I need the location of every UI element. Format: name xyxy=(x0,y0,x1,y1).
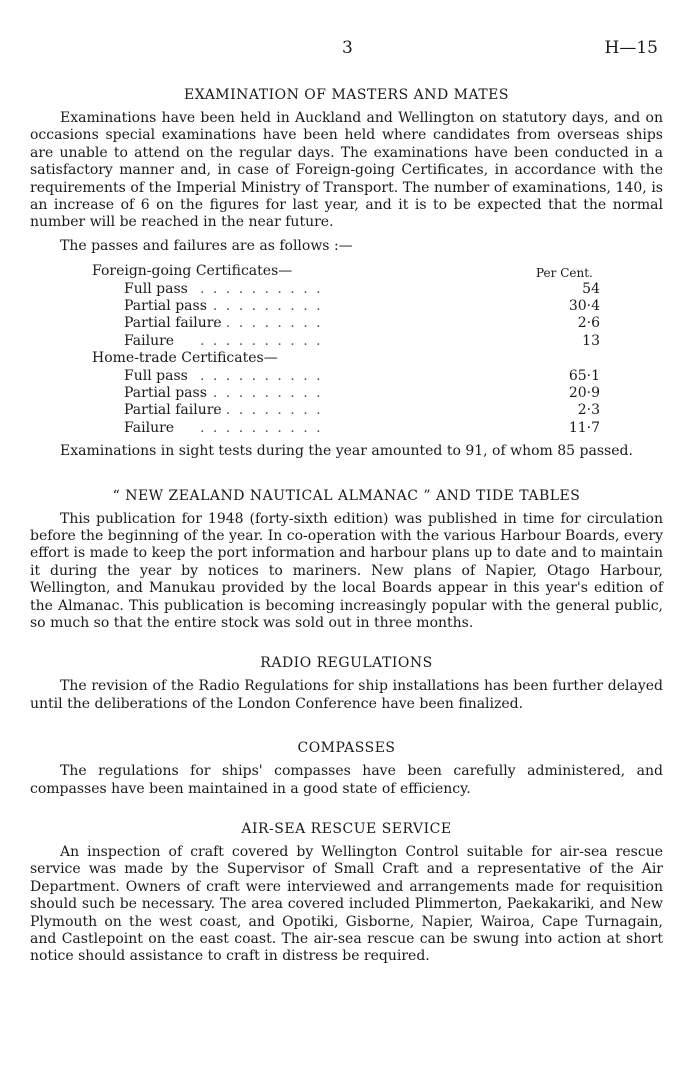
section-heading: AIR-SEA RESCUE SERVICE xyxy=(241,821,452,838)
section-heading: COMPASSES xyxy=(297,740,396,757)
paragraph: Examinations in sight tests during the year amounted to 91, of whom 85 passed. xyxy=(60,443,633,460)
section-heading: RADIO REGULATIONS xyxy=(260,655,433,672)
section-radio xyxy=(30,654,663,713)
section-heading: EXAMINATION OF MASTERS AND MATES xyxy=(184,87,509,103)
table-row xyxy=(30,281,663,298)
row-label: Partial failure xyxy=(124,402,222,419)
table-intro: The passes and failures are as follows :— xyxy=(60,237,353,254)
table-row xyxy=(30,402,663,419)
dot-leaders: . . . . . . . . . . xyxy=(200,332,323,349)
row-label: Full pass xyxy=(124,367,188,384)
row-label: Failure xyxy=(124,332,175,349)
document-reference: H—15 xyxy=(604,38,658,58)
section-air-sea-rescue xyxy=(30,820,663,966)
row-label: Partial pass xyxy=(124,384,207,401)
table-row xyxy=(30,298,663,315)
page-content xyxy=(30,86,663,966)
paragraph: The revision of the Radio Regulations for ship installations has been further delayed until the deliberations of the London Conference have been finalized. xyxy=(30,678,663,712)
table-row xyxy=(30,385,663,402)
dot-leaders: . . . . . . . . . . xyxy=(200,280,323,297)
page-number: 3 xyxy=(342,38,353,58)
section-almanac xyxy=(30,487,663,633)
pass-fail-table xyxy=(30,263,663,437)
paragraph: This publication for 1948 (forty-sixth edition) was published in time for circulation before the beginning of the year. In co-operation with the various Harbour Boards, every effort is made to keep the port information and harbour plans up to date and to maintain it during the year by notices to mariners. New plans of Napier, Otago Harbour, Wellington, and Manukau provided by the local Boards appear in this year's edition of the Almanac. This publication is becoming increasingly popular with the general public, so much so that the entire stock was sold out in three months. xyxy=(30,510,663,631)
table-row xyxy=(30,420,663,437)
group-label-foreign: Foreign-going Certificates— xyxy=(92,263,293,280)
row-percent: 65·1 xyxy=(568,367,600,384)
paragraph: The regulations for ships' compasses have been carefully administered, and compasses have been maintained in a good state of efficiency. xyxy=(30,763,663,797)
row-label: Partial pass xyxy=(124,298,207,315)
table-row xyxy=(30,315,663,332)
row-percent: 2·6 xyxy=(577,315,600,332)
row-label: Partial failure xyxy=(124,315,222,332)
section-masters-mates xyxy=(30,86,663,461)
dot-leaders: . . . . . . . . . . xyxy=(200,419,323,436)
row-label: Failure xyxy=(124,419,175,436)
section-heading: “ NEW ZEALAND NAUTICAL ALMANAC ” AND TIDE TABLES xyxy=(112,487,581,504)
section-compasses xyxy=(30,739,663,798)
dot-leaders: . . . . . . . . . . xyxy=(200,367,323,384)
table-row xyxy=(30,333,663,350)
dot-leaders: . . . . . . . . . . xyxy=(200,384,323,401)
group-label-home: Home-trade Certificates— xyxy=(92,350,278,367)
row-percent: 30·4 xyxy=(568,298,600,315)
paragraph: Examinations have been held in Auckland and Wellington on statutory days, and on occasions special examinations have been held where candidates from overseas ships are unable to attend on the regular days. The examinations have been conducted in a satisfactory manner and, in case of Foreign-going Certificates, in accordance with the requirements of the Imperial Ministry of Transport. The number of examinations, 140, is an increase of 6 on the figures for last year, and it is to be expected that the normal number will be reached in the near future. xyxy=(30,110,663,231)
dot-leaders: . . . . . . . . . . xyxy=(200,298,323,315)
dot-leaders: . . . . . . . . . . xyxy=(200,315,323,332)
table-row xyxy=(30,368,663,385)
paragraph: An inspection of craft covered by Wellington Control suitable for air-sea rescue service was made by the Supervisor of Small Craft and a representative of the Air Department. Owners of craft were interviewed and arrangements made for requisition should such be necessary. The area covered included Plimmerton, Paekakariki, and New Plymouth on the west coast, and Opotiki, Gisborne, Napier, Wairoa, Cape Turnagain, and Castlepoint on the east coast. The air-sea rescue can be swung into action at short notice should assistance to craft in distress be required. xyxy=(30,844,663,965)
row-percent: 11·7 xyxy=(568,419,600,436)
row-label: Full pass xyxy=(124,280,188,297)
percent-column-header: Per Cent. xyxy=(536,266,593,281)
row-percent: 20·9 xyxy=(568,384,600,401)
row-percent: 13 xyxy=(582,332,600,349)
page-header xyxy=(0,38,700,60)
dot-leaders: . . . . . . . . . . xyxy=(200,402,323,419)
row-percent: 54 xyxy=(582,280,600,297)
row-percent: 2·3 xyxy=(577,402,600,419)
